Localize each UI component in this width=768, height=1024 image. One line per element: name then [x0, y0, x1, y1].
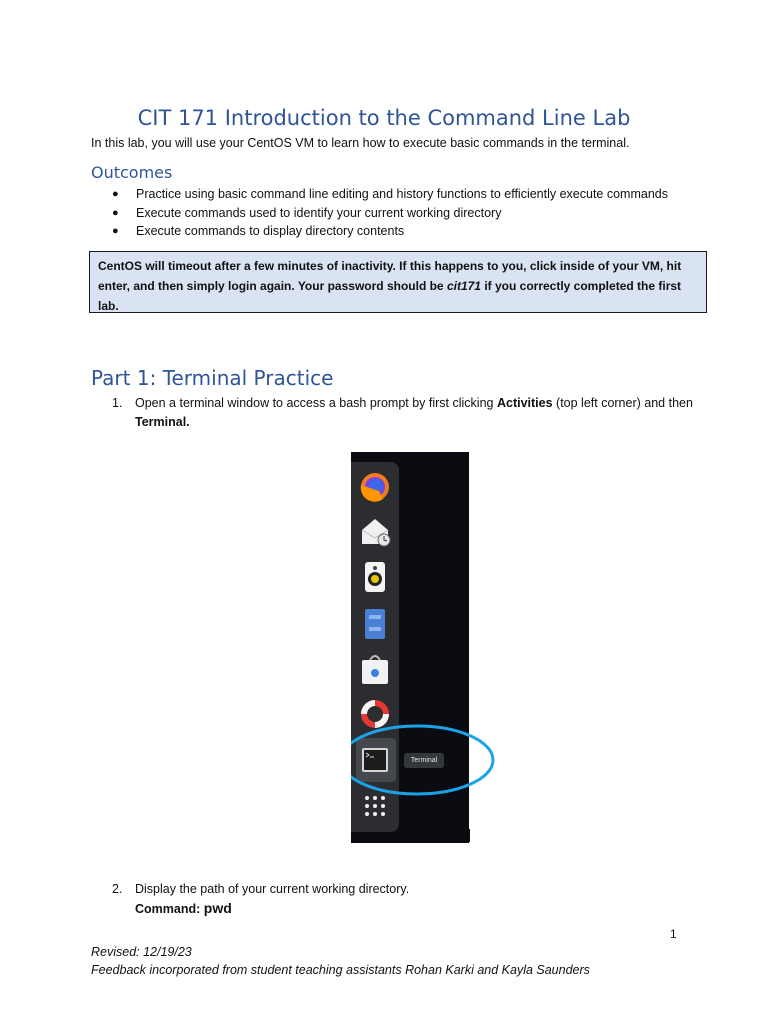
- step-2: [112, 880, 712, 920]
- list-item: ● Execute commands to display directory contents: [112, 224, 405, 239]
- outcomes-heading: Outcomes: [91, 163, 173, 182]
- revised-date: Revised: 12/19/23: [91, 945, 192, 959]
- firefox-icon: [361, 473, 389, 502]
- command-text: pwd: [203, 900, 232, 916]
- mail-icon: [362, 519, 390, 546]
- terminal-icon: [362, 748, 388, 772]
- page-footer: [91, 943, 590, 979]
- files-icon: [365, 609, 385, 639]
- activities-label: Activities: [496, 396, 553, 410]
- feedback-credit: Feedback incorporated from student teaching assistants Rohan Karki and Kayla Saunders: [91, 963, 590, 977]
- dock-icons: [351, 452, 496, 844]
- speaker-icon: [365, 562, 385, 592]
- step-number: 1.: [112, 396, 123, 410]
- help-icon: [361, 700, 389, 728]
- page-number: 1: [670, 927, 677, 941]
- bullet-icon: ●: [112, 225, 119, 238]
- outcomes-list: [112, 185, 668, 241]
- command-label: Command:: [135, 902, 201, 916]
- list-item: ● Practice using basic command line editing and history functions to efficiently execute commands: [112, 187, 668, 202]
- password-text: cit171: [446, 279, 481, 293]
- bullet-icon: ●: [112, 206, 119, 219]
- bullet-icon: ●: [112, 188, 119, 201]
- step-1: [112, 394, 712, 434]
- part1-heading: Part 1: Terminal Practice: [91, 366, 334, 390]
- text-cursor: [469, 829, 470, 842]
- software-icon: [362, 656, 388, 684]
- intro-text: In this lab, you will use your CentOS VM to learn how to execute basic commands in the terminal.: [91, 136, 630, 150]
- list-item: ● Execute commands used to identify your current working directory: [112, 205, 502, 220]
- step-text: Open a terminal window to access a bash prompt by first clicking Activities (top left corner) and then Terminal.: [135, 396, 693, 429]
- apps-grid-icon: [365, 796, 385, 816]
- step-number: 2.: [112, 882, 123, 896]
- timeout-note: CentOS will timeout after a few minutes of inactivity. If this happens to you, click inside of your VM, hit enter, and then simply login again. Your password should be cit171 if you correctly completed the first lab.: [89, 251, 707, 313]
- step-text: Display the path of your current working directory. Command: pwd: [135, 882, 410, 916]
- page-title: CIT 171 Introduction to the Command Line Lab: [137, 106, 631, 130]
- terminal-label: Terminal.: [135, 415, 190, 429]
- terminal-tooltip: Terminal: [404, 753, 444, 768]
